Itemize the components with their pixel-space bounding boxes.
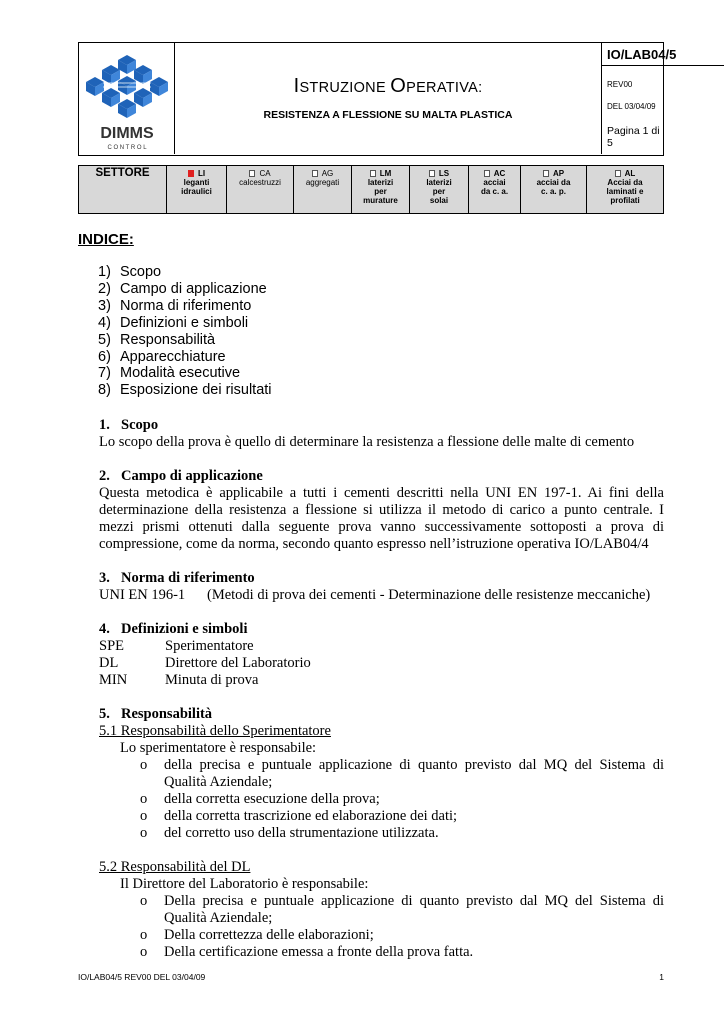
logo-cell — [79, 43, 175, 154]
checkbox-icon[interactable] — [543, 170, 549, 177]
definition-row: DL Direttore del Laboratorio — [99, 655, 311, 671]
settore-item-li[interactable]: LI leganti idraulici — [167, 166, 227, 213]
bullet-icon: o — [140, 927, 148, 943]
responsibility-list — [99, 757, 664, 842]
settore-item-lm[interactable]: LM laterizi per murature — [352, 166, 410, 213]
logo-subtext: C O N T R O L — [107, 145, 147, 151]
bullet-icon: o — [140, 893, 148, 909]
logo-wordmark: DIMMS — [100, 125, 154, 142]
section-heading: 2. Campo di applicazione — [99, 468, 263, 484]
bullet-icon: o — [140, 825, 148, 841]
bullet-icon: o — [140, 791, 148, 807]
revision-date: DEL 03/04/09 — [607, 102, 656, 111]
section-heading: 4. Definizioni e simboli — [99, 621, 248, 637]
responsibility-list — [99, 893, 664, 961]
index-heading: INDICE: — [78, 231, 134, 248]
toc-item[interactable]: 1) Scopo — [98, 264, 162, 280]
section-heading: 3. Norma di riferimento — [99, 570, 255, 586]
footer-page-number: 1 — [659, 972, 664, 982]
page-indicator: Pagina 1 di 5 — [607, 125, 660, 149]
section-campo-applicazione — [99, 468, 664, 553]
bullet-icon: o — [140, 757, 148, 773]
section-definizioni — [99, 621, 664, 689]
checkbox-icon[interactable] — [484, 170, 490, 177]
definition-row: SPE Sperimentatore — [99, 638, 254, 654]
checkbox-icon[interactable] — [249, 170, 255, 177]
settore-item-ap[interactable]: AP acciai da c. a. p. — [521, 166, 587, 213]
section-text: Questa metodica è applicabile a tutti i cementi descritti nella UNI EN 197-1. Ai fini della determinazione della resistenza a flessione si utilizza il metodo di carico a punto centrale. I mezzi prismi ottenuti dalla seguente prova vanno successivamente sottoposti a prova di compressione, come da norma, secondo quanto espresso nell’istruzione operativa IO/LAB04/4 — [99, 485, 664, 552]
settore-item-ls[interactable]: LS laterizi per solai — [410, 166, 469, 213]
list-item: o Della precisa e puntuale applicazione di quanto previsto dal MQ del Sistema di Qualità Aziendale; — [140, 893, 664, 926]
page-footer — [78, 972, 664, 982]
subsection-heading: 5.2 Responsabilità del DL — [99, 859, 251, 875]
bullet-icon: o — [140, 808, 148, 824]
list-item: o della precisa e puntuale applicazione di quanto previsto dal MQ del Sistema di Qualità Aziendale; — [140, 757, 664, 790]
subsection-intro: Il Direttore del Laboratorio è responsabile: — [120, 876, 369, 892]
reference-cell — [602, 43, 677, 154]
section-scopo — [99, 417, 664, 451]
checkbox-icon[interactable] — [312, 170, 318, 177]
subsection-heading: 5.1 Responsabilità dello Sperimentatore — [99, 723, 331, 739]
subsection-intro: Lo sperimentatore è responsabile: — [120, 740, 317, 756]
revision: REV00 — [607, 80, 633, 89]
bullet-icon: o — [140, 944, 148, 960]
list-item: o Della certificazione emessa a fronte della prova fatta. — [140, 944, 474, 960]
toc-item[interactable]: 2) Campo di applicazione — [98, 280, 267, 297]
document-code: IO/LAB04/5 — [602, 43, 724, 66]
definition-row: MIN Minuta di prova — [99, 672, 259, 688]
list-item: o della corretta trascrizione ed elaborazione dei dati; — [140, 808, 458, 824]
section-text: Lo scopo della prova è quello di determinare la resistenza a flessione delle malte di cemento — [99, 434, 635, 450]
settore-table — [78, 165, 664, 214]
settore-item-ca[interactable]: CA calcestruzzi — [227, 166, 294, 213]
settore-item-ac[interactable]: AC acciai da c. a. — [469, 166, 521, 213]
checkbox-checked-icon[interactable] — [188, 170, 194, 177]
settore-item-ag[interactable]: AG aggregati — [294, 166, 352, 213]
list-item: o della corretta esecuzione della prova; — [140, 791, 380, 807]
section-heading: 1. Scopo — [99, 417, 159, 433]
document-header — [78, 42, 677, 156]
document-title: ISTRUZIONE OPERATIVA: — [293, 75, 483, 97]
toc-item[interactable]: 6) Apparecchiature — [98, 348, 226, 365]
toc-item[interactable]: 3) Norma di riferimento — [98, 297, 252, 314]
document-subtitle: RESISTENZA A FLESSIONE SU MALTA PLASTICA — [263, 109, 513, 121]
table-of-contents — [98, 264, 272, 399]
toc-item[interactable]: 7) Modalità esecutive — [98, 365, 241, 382]
list-item: o Della correttezza delle elaborazioni; — [140, 927, 374, 943]
settore-label: SETTORE — [79, 166, 167, 213]
checkbox-icon[interactable] — [615, 170, 621, 177]
settore-item-al[interactable]: AL Acciai da laminati e profilati — [606, 169, 644, 205]
list-item: o del corretto uso della strumentazione utilizzata. — [140, 825, 439, 841]
norm-reference: UNI EN 196-1 (Metodi di prova dei cementi - Determinazione delle resistenze meccaniche) — [99, 587, 651, 603]
footer-reference: IO/LAB04/5 REV00 DEL 03/04/09 — [78, 972, 206, 982]
dimms-logo — [79, 43, 175, 154]
toc-item[interactable]: 4) Definizioni e simboli — [98, 314, 249, 331]
section-heading: 5. Responsabilità — [99, 706, 213, 722]
toc-item[interactable]: 8) Esposizione dei risultati — [98, 382, 272, 399]
toc-item[interactable]: 5) Responsabilità — [98, 331, 216, 348]
section-responsabilita — [99, 706, 664, 961]
checkbox-icon[interactable] — [429, 170, 435, 177]
checkbox-icon[interactable] — [370, 170, 376, 177]
section-norma-riferimento — [99, 570, 664, 604]
title-cell — [175, 43, 602, 154]
